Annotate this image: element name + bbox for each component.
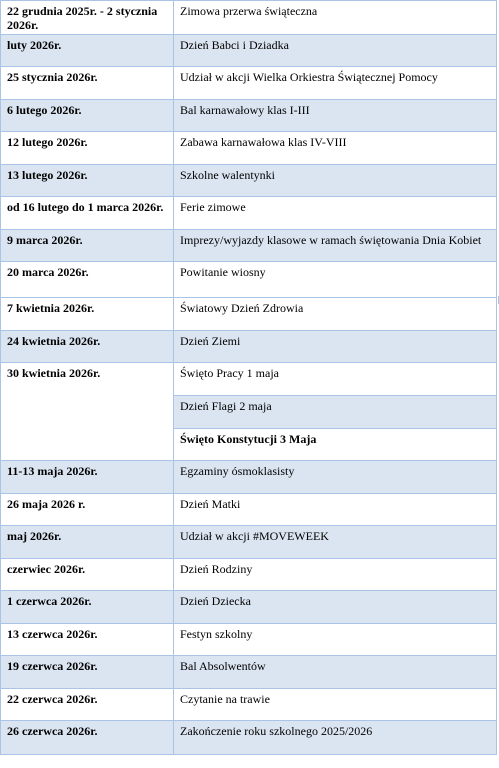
table-row xyxy=(1,721,497,755)
event-date: 9 marca 2026r. xyxy=(1,230,174,262)
event-name: Egzaminy ósmoklasisty xyxy=(174,461,497,494)
event-date: luty 2026r. xyxy=(1,35,174,67)
event-date: 7 kwietnia 2026r. xyxy=(1,298,174,331)
table-row xyxy=(1,494,497,526)
event-name: Bal karnawałowy klas I-III xyxy=(174,100,497,132)
table-row xyxy=(1,656,497,689)
event-name: Dzień Dziecka xyxy=(174,591,497,624)
event-name: Udział w akcji #MOVEWEEK xyxy=(174,526,497,559)
table-row xyxy=(1,331,497,363)
table-row xyxy=(1,363,497,396)
table-row xyxy=(1,689,497,721)
event-date: 11-13 maja 2026r. xyxy=(1,461,174,494)
event-name: Czytanie na trawie xyxy=(174,689,497,721)
event-name: Zimowa przerwa świąteczna xyxy=(174,1,497,35)
event-date: 13 lutego 2026r. xyxy=(1,165,174,197)
event-date: 12 lutego 2026r. xyxy=(1,132,174,165)
event-name: Udział w akcji Wielka Orkiestra Świątecznej Pomocy xyxy=(174,67,497,100)
table-row xyxy=(1,100,497,132)
event-date: 22 czerwca 2026r. xyxy=(1,689,174,721)
event-date: 19 czerwca 2026r. xyxy=(1,656,174,689)
event-date: maj 2026r. xyxy=(1,526,174,559)
table-row xyxy=(1,298,497,331)
event-date: 24 kwietnia 2026r. xyxy=(1,331,174,363)
table-row xyxy=(1,461,497,494)
table-row xyxy=(1,67,497,100)
event-date: czerwiec 2026r. xyxy=(1,559,174,591)
table-row xyxy=(1,1,497,35)
event-name: Święto Konstytucji 3 Maja xyxy=(174,429,497,461)
event-date: 20 marca 2026r. xyxy=(1,262,174,298)
event-name: Światowy Dzień Zdrowia xyxy=(174,298,497,331)
event-name: Dzień Flagi 2 maja xyxy=(174,396,497,429)
event-name: Festyn szkolny xyxy=(174,624,497,656)
event-date: 25 stycznia 2026r. xyxy=(1,67,174,100)
event-name: Dzień Babci i Dziadka xyxy=(174,35,497,67)
event-date: 6 lutego 2026r. xyxy=(1,100,174,132)
event-name: Dzień Rodziny xyxy=(174,559,497,591)
table-row xyxy=(1,591,497,624)
event-name: Szkolne walentynki xyxy=(174,165,497,197)
event-name: Dzień Matki xyxy=(174,494,497,526)
table-row xyxy=(1,526,497,559)
event-date: od 16 lutego do 1 marca 2026r. xyxy=(1,197,174,230)
event-name: Zabawa karnawałowa klas IV-VIII xyxy=(174,132,497,165)
event-name: Powitanie wiosny xyxy=(174,262,497,298)
table-row xyxy=(1,165,497,197)
table-row xyxy=(1,132,497,165)
event-date: 1 czerwca 2026r. xyxy=(1,591,174,624)
event-date: 22 grudnia 2025r. - 2 stycznia 2026r. xyxy=(1,1,174,35)
event-name: Dzień Ziemi xyxy=(174,331,497,363)
table-row xyxy=(1,230,497,262)
event-date: 26 czerwca 2026r. xyxy=(1,721,174,755)
table-row xyxy=(1,197,497,230)
event-name: Imprezy/wyjazdy klasowe w ramach świętowania Dnia Kobiet xyxy=(174,230,497,262)
event-date: 26 maja 2026 r. xyxy=(1,494,174,526)
event-date: 13 czerwca 2026r. xyxy=(1,624,174,656)
event-name: Święto Pracy 1 maja xyxy=(174,363,497,396)
event-name: Bal Absolwentów xyxy=(174,656,497,689)
table-row xyxy=(1,624,497,656)
table-row xyxy=(1,262,497,298)
event-name: Ferie zimowe xyxy=(174,197,497,230)
event-name: Zakończenie roku szkolnego 2025/2026 xyxy=(174,721,497,755)
table-row xyxy=(1,35,497,67)
event-date: 30 kwietnia 2026r. xyxy=(1,363,174,461)
table-row xyxy=(1,559,497,591)
